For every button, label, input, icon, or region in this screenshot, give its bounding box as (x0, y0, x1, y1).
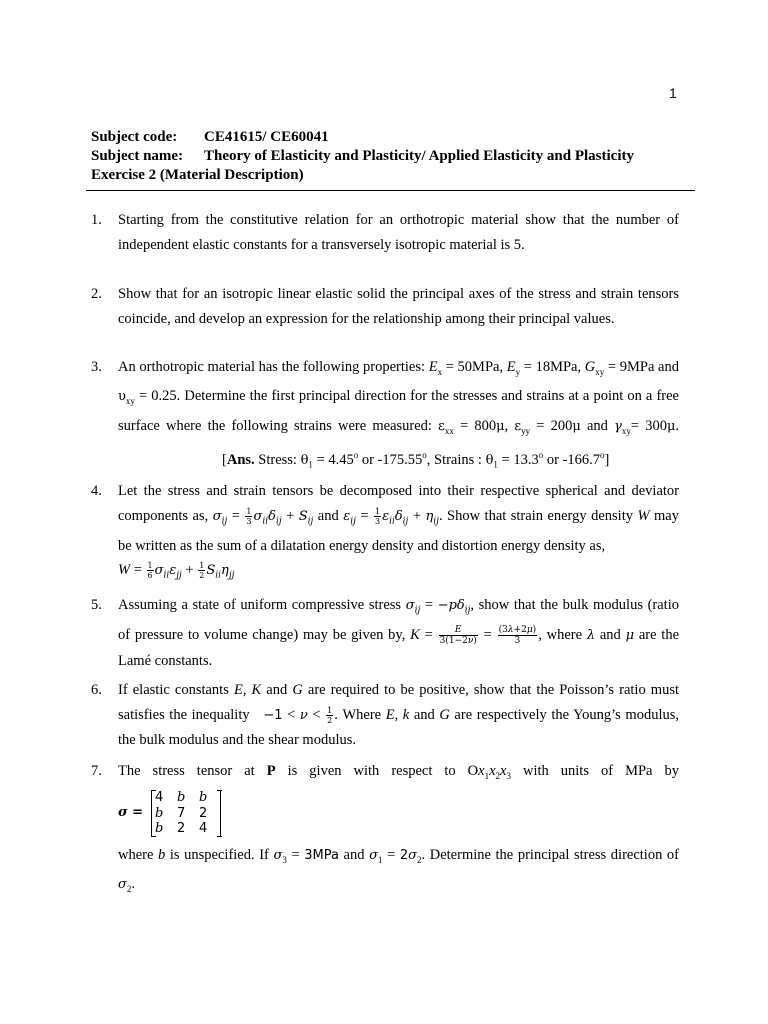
subject-code-label: Subject code: (91, 129, 178, 145)
answer-label: Ans. (226, 452, 255, 468)
question-text: An orthotropic material has the following properties: $E_x = 50MPa$, $E_y = 18MPa$, $G_{xy} = 9MPa$ and $\upsilon_{xy} = 0.25$. Determine the first principal direction for the stresses and strains at a point on a free surface where the following strains were measured: $\varepsilon_{xx} = 800\mu$, $\varepsilon_{yy} = 200\mu$ and $\gamma_{xy}= 300\mu.[Ans$. Stress: $\theta_1 = 4.45^o$ or -175.55$^o$, Strains : $\theta_1 = 13.3^o$ or -166.7$^o$] (118, 359, 680, 470)
question-number: 3. (91, 359, 102, 375)
subject-name-value: Theory of Elasticity and Plasticity/ Applied Elasticity and Plasticity (204, 148, 635, 164)
question-3 (91, 355, 679, 477)
question-number: 2. (91, 286, 102, 302)
subject-code-row (91, 128, 634, 147)
question-number: 1. (91, 212, 102, 228)
matrix-cell: b (155, 821, 164, 837)
subject-code-value: CE41615/ CE60041 (204, 129, 329, 145)
matrix-cell: b (155, 805, 164, 821)
page-number: 1 (669, 85, 677, 101)
question-7 (91, 759, 679, 902)
matrix-cell: 4 (155, 790, 164, 806)
matrix-cell: b (177, 790, 186, 806)
document-header (91, 128, 634, 185)
question-number: 7. (91, 763, 102, 779)
matrix-cell: 7 (177, 805, 186, 821)
matrix-cell: 4 (199, 821, 208, 837)
question-text: Starting from the constitutive relation for an orthotropic material show that the number of independent elastic constants for a transversely isotropic material is 5. (118, 212, 679, 253)
question-text: The stress tensor at P is given with respect to $Ox_1x_2x_3$ with units of MPa by σ = 4 b b b 7 2 b 2 4 where b is unspecified. If $\sigma_3 = 3MPa$ and $\sigma_1 = 2\sigma_2$. Determine the principal stress direction of $\sigma_2$. (118, 763, 680, 895)
question-number: 5. (91, 597, 102, 613)
matrix-cell: 2 (177, 821, 186, 837)
question-5 (91, 593, 679, 673)
subject-name-row (91, 147, 634, 166)
question-text: Show that for an isotropic linear elastic solid the principal axes of the stress and strain tensors coincide, and develop an expression for the relationship among their principal values. (118, 286, 679, 327)
matrix-body (151, 790, 221, 837)
matrix-label: σ = (118, 805, 144, 821)
header-divider (86, 190, 695, 191)
question-number: 6. (91, 682, 102, 698)
subject-name-label: Subject name: (91, 148, 184, 164)
matrix-cell: 2 (199, 805, 208, 821)
question-1 (91, 208, 679, 257)
matrix-cell: b (199, 790, 208, 806)
question-text: If elastic constants E, K and G are required to be positive, show that the Poisson’s ratio must satisfies the inequality −1 < ν < $\frac{1}{2}$ . Where E, k and G are respectively the Young’s modulus, the bulk modulus and the shear modulus. (118, 682, 679, 748)
stress-matrix (118, 790, 679, 837)
question-number: 4. (91, 483, 102, 499)
question-6 (91, 678, 679, 753)
question-text: Let the stress and strain tensors be decomposed into their respective spherical and deviator components as, $\sigma_{ij}$ = $\frac{1}{3}$ $\sigma_{ii}\delta_{ij} + S_{ij}$ and $\varepsilon_{ij}$ = $\frac{1}{3}$ $\varepsilon_{ii}\delta_{ij} + \eta_{ij}$. Show that strain energy density W may be written as the sum of a dilatation energy density and distortion energy density as, W = $\frac{1}{6}$ $\sigma_{ii}\varepsilon_{jj}$ + $\frac{1}{2}$ $S_{ii}\eta_{jj}$ (118, 483, 679, 581)
question-4 (91, 479, 679, 588)
question-text: Assuming a state of uniform compressive stress $\sigma_{ij} = -p\delta_{ij}$, show that the bulk modulus (ratio of pressure to volume change) may be given by, K = $\frac{E}{3(1-2\nu)}$ = $\frac{(3\lambda+2\mu)}{3}$ , where λ and μ are the Lamé constants. (118, 597, 680, 669)
exercise-title: Exercise 2 (Material Description) (91, 167, 304, 183)
question-2 (91, 282, 679, 331)
